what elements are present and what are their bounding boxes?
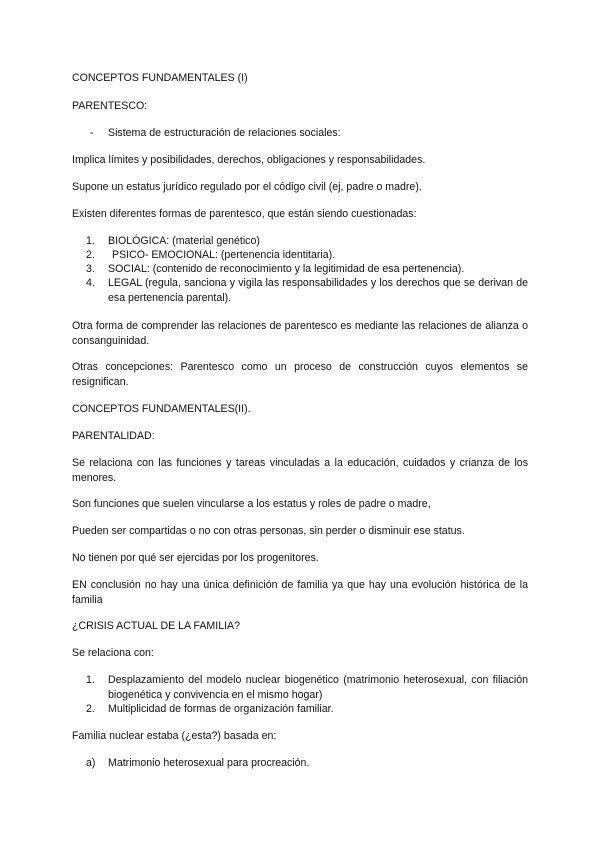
list-text: Multiplicidad de formas de organización familiar. <box>108 703 334 715</box>
section-title: CONCEPTOS FUNDAMENTALES (I) <box>72 72 248 84</box>
paragraph: EN conclusión no hay una única definición de familia ya que hay una evolución histórica de la familia <box>72 579 528 606</box>
list-number: 2. <box>86 703 95 715</box>
paragraph: Son funciones que suelen vincularse a los estatus y roles de padre o madre, <box>72 498 431 510</box>
list-text: BIOLÓGICA: (material genético) <box>108 235 260 247</box>
paragraph: Otras concepciones: Parentesco como un proceso de construcción cuyos elementos se resignifican. <box>72 361 528 388</box>
list-number: 1. <box>86 674 95 686</box>
bullet-text: Sistema de estructuración de relaciones sociales: <box>108 127 341 139</box>
list-text: Desplazamiento del modelo nuclear biogenético (matrimonio heterosexual, con filiación biogenética y convivencia en el mismo hogar) <box>108 674 528 701</box>
section-subtitle: PARENTALIDAD: <box>72 430 155 442</box>
list-text: SOCIAL: (contenido de reconocimiento y la legitimidad de esa pertenencia). <box>108 263 465 275</box>
paragraph: Implica límites y posibilidades, derechos, obligaciones y responsabilidades. <box>72 154 426 166</box>
list-number: 3. <box>86 263 95 275</box>
list-text: LEGAL (regula, sanciona y vigila las responsabilidades y los derechos que se derivan de esa pertenencia parental). <box>108 277 528 304</box>
paragraph: Se relaciona con las funciones y tareas vinculadas a la educación, cuidados y crianza de los menores. <box>72 457 528 484</box>
list-text: Matrimonio heterosexual para procreación. <box>108 757 310 769</box>
section-title: ¿CRISIS ACTUAL DE LA FAMILIA? <box>72 620 240 632</box>
bullet-dash: - <box>90 127 94 139</box>
section-title: CONCEPTOS FUNDAMENTALES(II). <box>72 403 251 415</box>
list-number: 4. <box>86 277 95 289</box>
paragraph: No tienen por qué ser ejercidas por los progenitores. <box>72 552 319 564</box>
paragraph: Se relaciona con: <box>72 647 154 659</box>
list-letter: a) <box>86 757 96 769</box>
section-subtitle: PARENTESCO: <box>72 100 148 112</box>
list-number: 2. <box>86 249 95 261</box>
paragraph: Existen diferentes formas de parentesco, que están siendo cuestionadas: <box>72 208 417 220</box>
paragraph: Pueden ser compartidas o no con otras personas, sin perder o disminuir ese status. <box>72 525 465 537</box>
list-number: 1. <box>86 235 95 247</box>
paragraph: Otra forma de comprender las relaciones de parentesco es mediante las relaciones de alianza o consanguinidad. <box>72 320 528 347</box>
list-text: PSICO- EMOCIONAL: (pertenencia identitaria). <box>112 249 336 261</box>
paragraph: Familia nuclear estaba (¿esta?) basada en: <box>72 730 277 742</box>
paragraph: Supone un estatus jurídico regulado por el código civil (ej, padre o madre). <box>72 181 422 193</box>
